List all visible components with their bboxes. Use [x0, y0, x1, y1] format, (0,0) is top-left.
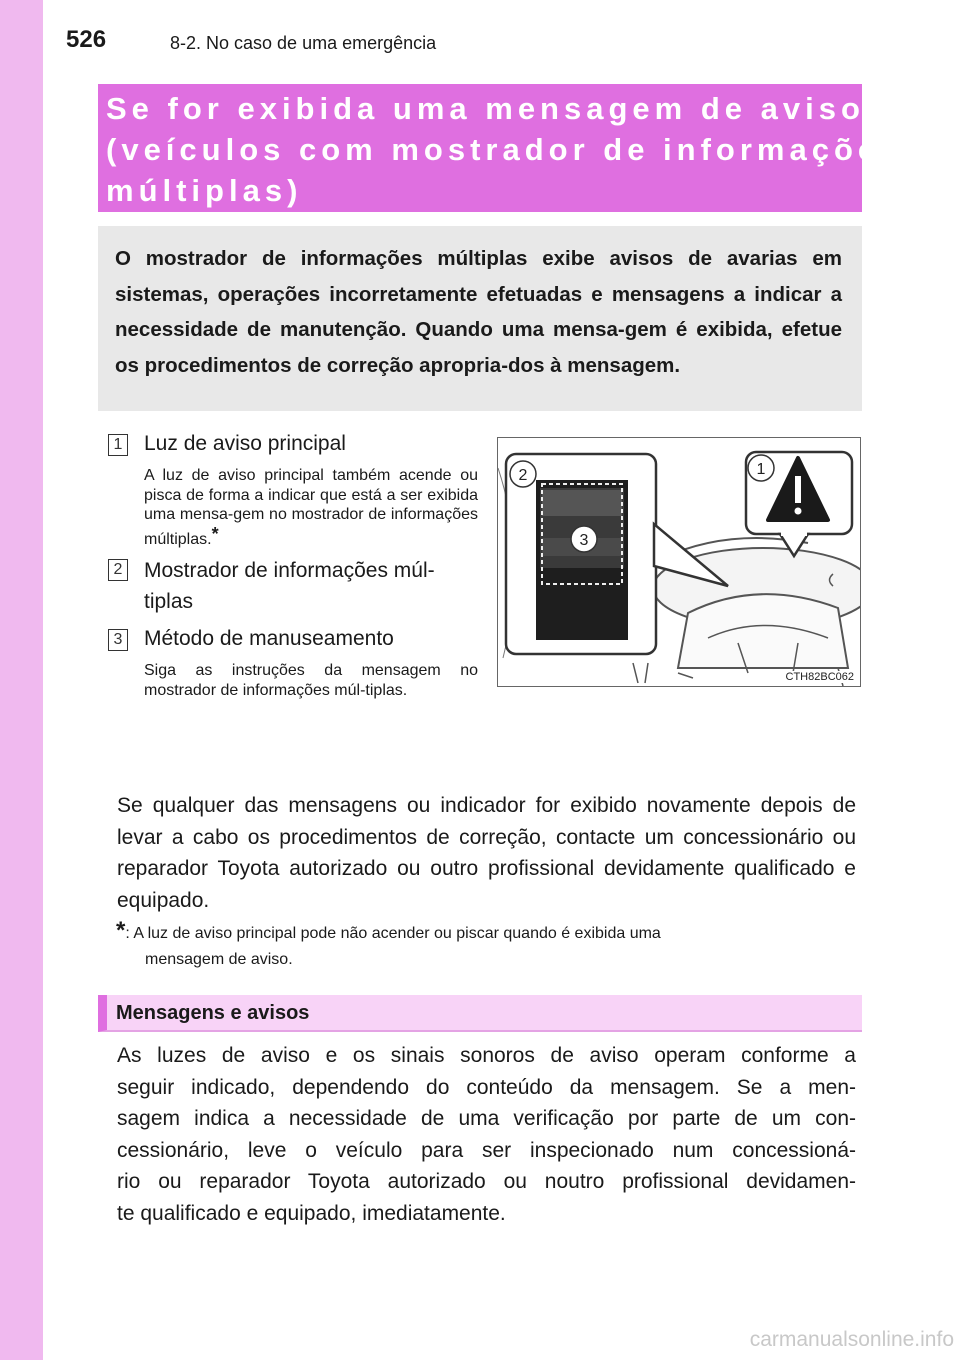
section-title-line: (veículos com mostrador de informações	[106, 132, 903, 167]
callout-2	[510, 461, 536, 487]
text-line: rio ou reparador Toyota autorizado ou noutro profissional devidamen-	[117, 1170, 856, 1193]
legend-label: Método de manuseamento	[144, 627, 394, 650]
text-line: seguir indicado, dependendo do conteúdo da mensagem. Se a men-	[117, 1075, 856, 1099]
footnote-star: *	[116, 917, 126, 944]
section-title-line: múltiplas)	[106, 173, 303, 208]
legend-description	[144, 466, 478, 549]
number-badge: 1	[108, 434, 128, 456]
svg-text:2: 2	[518, 467, 528, 484]
footnote-line: mensagem de aviso.	[145, 951, 293, 968]
subsection-heading: Mensagens e avisos	[98, 995, 862, 1032]
text-line: As luzes de aviso e os sinais sonoros de aviso operam conforme a	[117, 1044, 856, 1067]
subsection-paragraph	[117, 1040, 856, 1229]
legend-item	[108, 625, 478, 700]
callout-3	[571, 526, 597, 552]
legend-description-text: A luz de aviso principal também acende ou pisca de forma a indicar que está a ser exibida uma mensa-gem no mostrador de informações múltiplas.	[144, 467, 478, 548]
section-title-line: Se for exibida uma mensagem de aviso	[106, 91, 865, 126]
side-strip	[0, 0, 43, 1360]
callout-1	[748, 455, 774, 481]
legend-item	[108, 430, 478, 549]
footnote-separator: :	[125, 925, 130, 942]
section-title	[98, 84, 903, 212]
legend-label: Mostrador de informações múl-tiplas	[144, 559, 435, 613]
legend-label: Luz de aviso principal	[144, 432, 346, 455]
instrument-panel-figure	[497, 437, 861, 687]
legend-description: Siga as instruções da mensagem no mostrador de informações múl-tiplas.	[144, 662, 478, 699]
text-line: sagem indica a necessidade de uma verificação por parte de um con-	[117, 1107, 856, 1130]
text-line: cessionário, leve o veículo para ser inspecionado num concessioná-	[117, 1138, 856, 1162]
page-number: 526	[66, 26, 107, 53]
intro-text: O mostrador de informações múltiplas exibe avisos de avarias em sistemas, operações incorretamente efetuadas e mensagens a indicar a necessidade de manutenção. Quando uma mensa-gem é exibida, efetue os procedimentos de correção apropria-dos à mensagem.	[115, 247, 842, 377]
footnote-line: A luz de aviso principal pode não acender ou piscar quando é exibida uma	[133, 925, 661, 942]
footnote-mark: *	[211, 523, 219, 544]
watermark: carmanualsonline.info	[749, 1328, 954, 1351]
svg-text:1: 1	[756, 461, 766, 478]
intro-box	[98, 226, 862, 411]
breadcrumb: 8-2. No caso de uma emergência	[170, 33, 437, 53]
svg-text:3: 3	[579, 532, 589, 549]
figure-code: CTH82BC062	[785, 671, 854, 683]
text-line: te qualificado e equipado, imediatamente.	[117, 1201, 506, 1225]
instrument-panel-illustration	[498, 438, 861, 687]
legend	[108, 430, 478, 700]
number-badge: 2	[108, 559, 128, 581]
legend-item	[108, 555, 478, 617]
number-badge: 3	[108, 629, 128, 651]
footnote	[116, 918, 856, 973]
body-paragraph: Se qualquer das mensagens ou indicador for exibido novamente depois de levar a cabo os procedimentos de correção, contacte um concessionário ou reparador Toyota autorizado ou outro profissional devidamente qualificado e equipado.	[117, 794, 856, 912]
